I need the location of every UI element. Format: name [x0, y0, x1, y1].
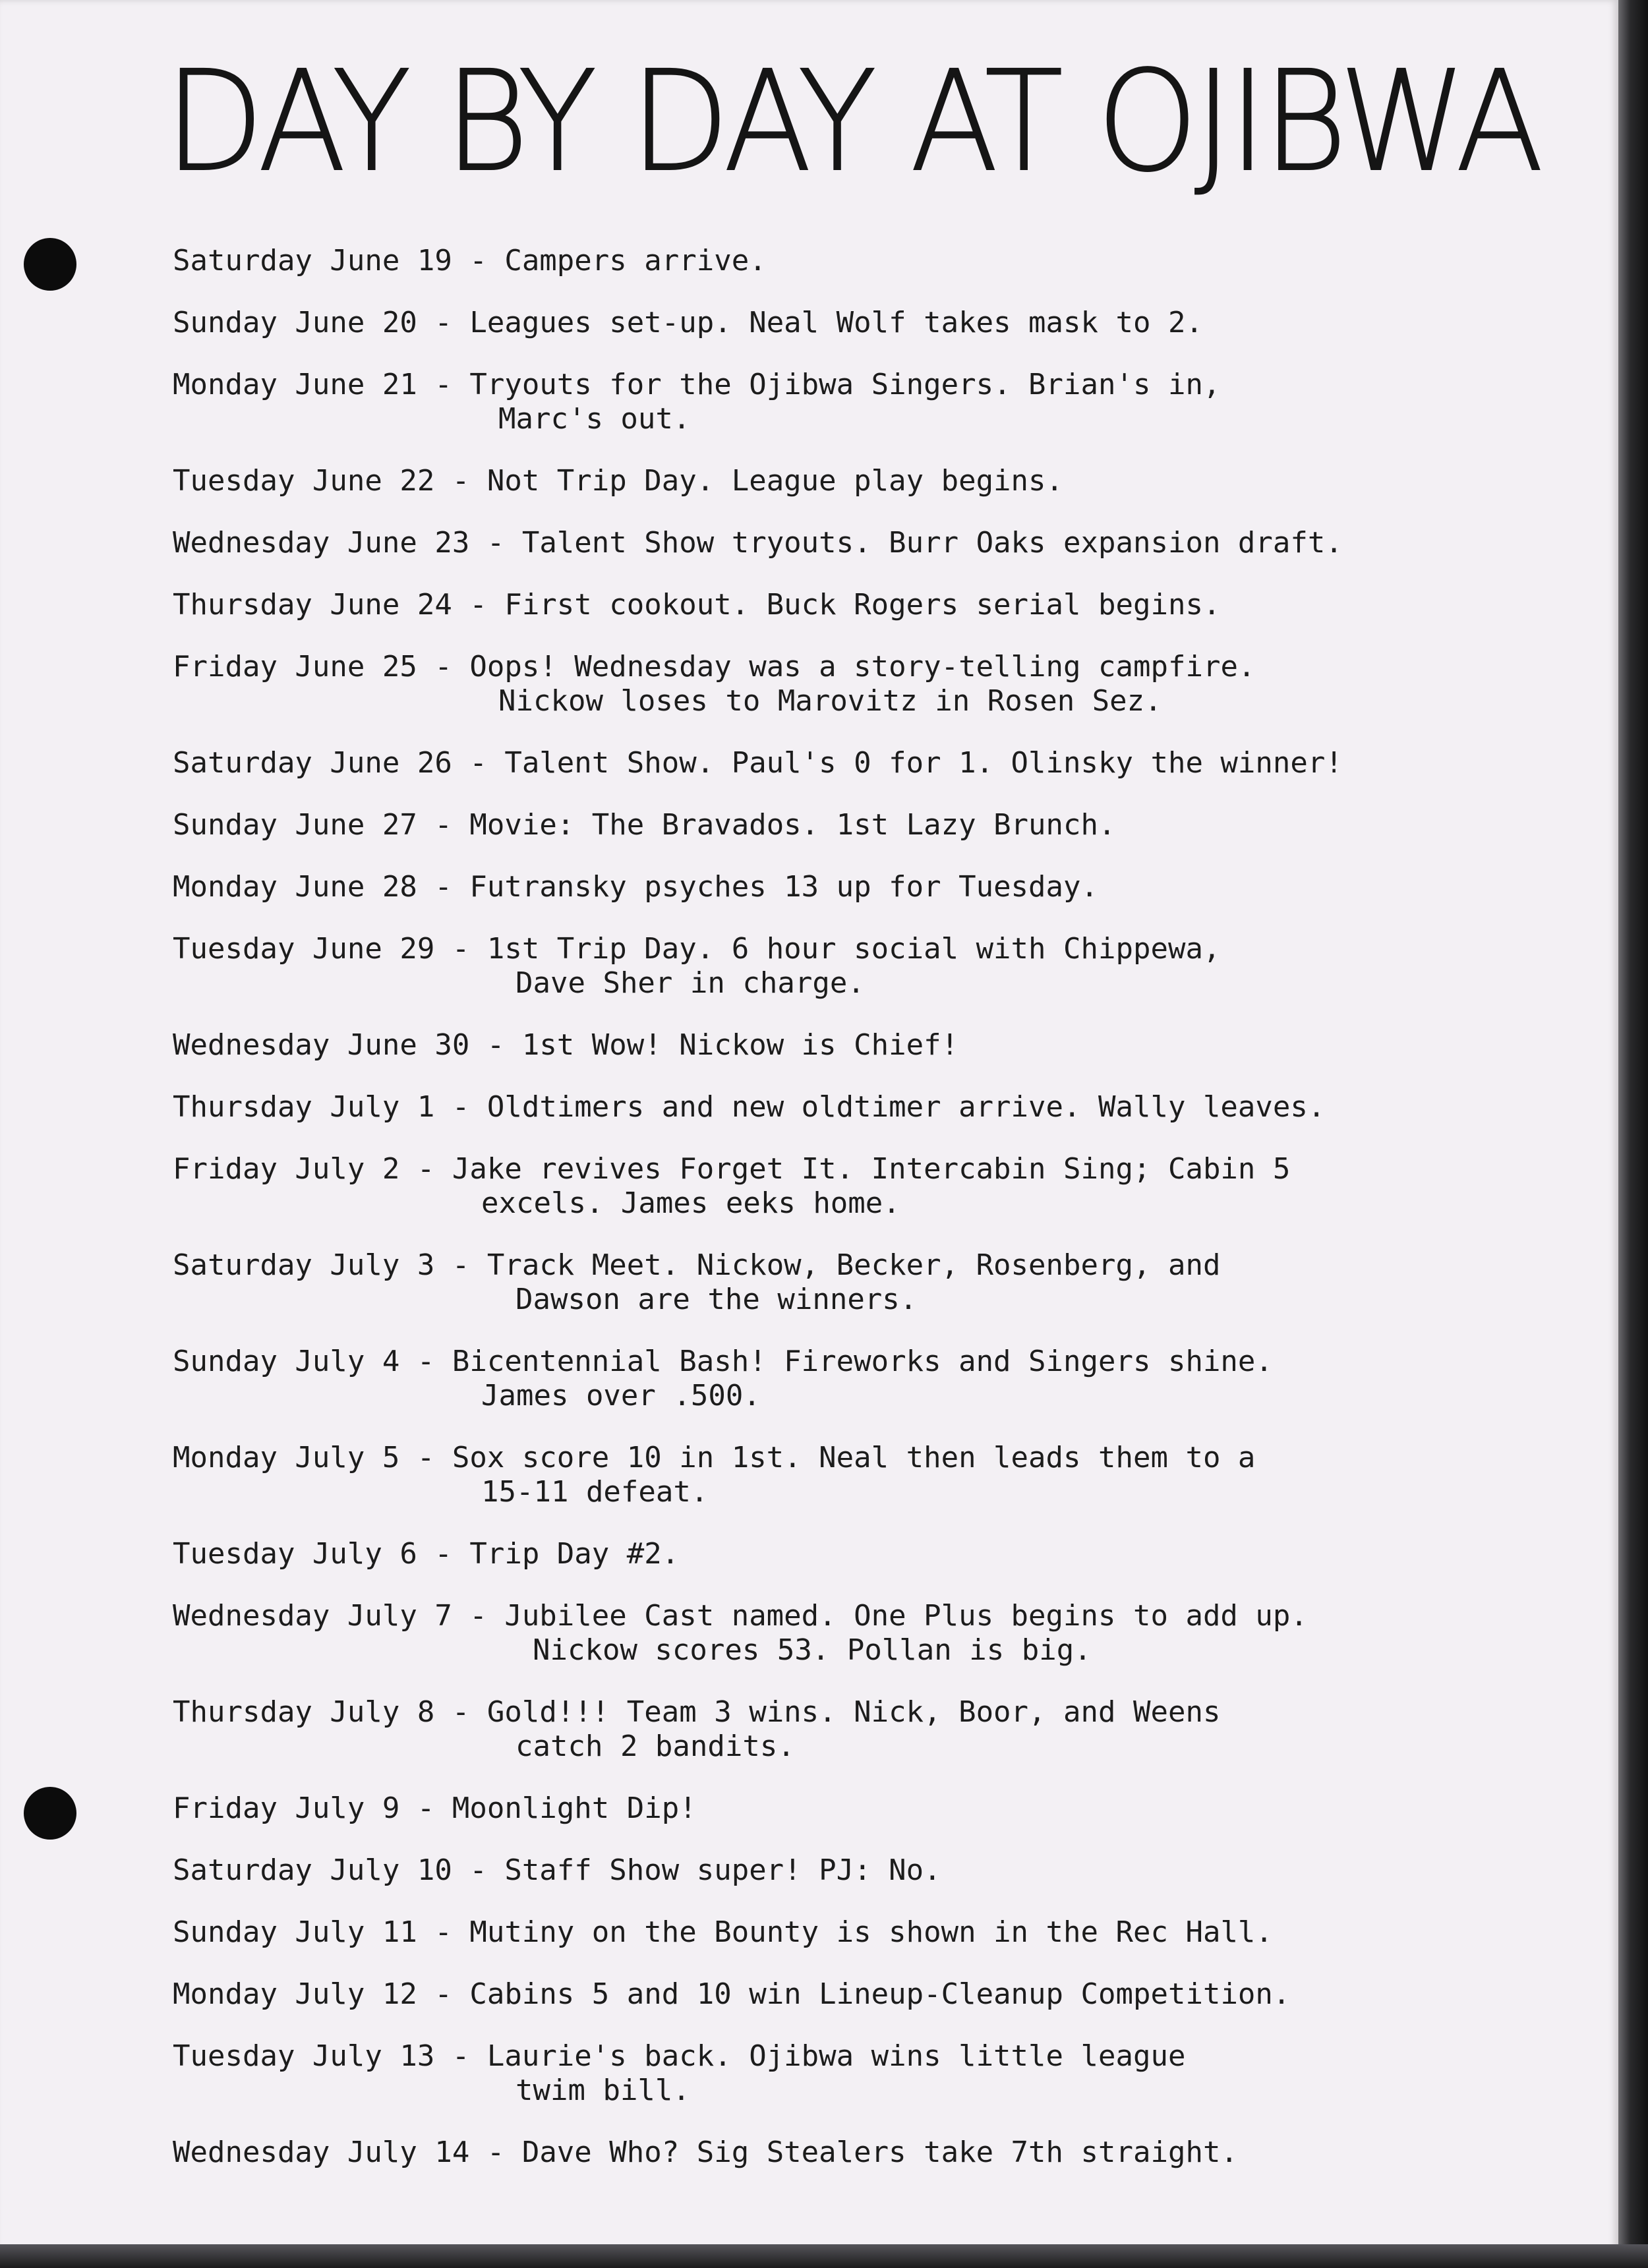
- entry-date: Sunday July 11: [173, 1915, 417, 1949]
- entry-text: First cookout. Buck Rogers serial begins.: [504, 588, 1221, 622]
- diary-entry: Friday July 2 - Jake revives Forget It. Intercabin Sing; Cabin 5 excels. James eeks home.: [173, 1152, 1590, 1221]
- entry-text: Trip Day #2.: [469, 1537, 680, 1571]
- diary-entry: Monday July 5 - Sox score 10 in 1st. Neal then leads them to a 15-11 defeat.: [173, 1441, 1590, 1509]
- diary-entry: Friday June 25 - Oops! Wednesday was a story-telling campfire. Nickow loses to Marovitz in Rosen Sez.: [173, 650, 1590, 718]
- diary-entry: Sunday July 4 - Bicentennial Bash! Fireworks and Singers shine. James over .500.: [173, 1345, 1590, 1413]
- diary-entry: Thursday June 24 - First cookout. Buck Rogers serial begins.: [173, 588, 1221, 622]
- diary-entry: Saturday July 3 - Track Meet. Nickow, Becker, Rosenberg, and Dawson are the winners.: [173, 1248, 1590, 1317]
- entry-text: Track Meet. Nickow, Becker, Rosenberg, and: [486, 1248, 1221, 1282]
- entry-continuation: Dawson are the winners.: [515, 1283, 918, 1316]
- entry-continuation: Nickow loses to Marovitz in Rosen Sez.: [498, 684, 1162, 718]
- diary-entry: Monday July 12 - Cabins 5 and 10 win Lineup-Cleanup Competition.: [173, 1977, 1291, 2011]
- entry-date: Friday July 9: [173, 1791, 400, 1825]
- entry-date: Friday June 25: [173, 650, 417, 683]
- entry-continuation: excels. James eeks home.: [481, 1186, 900, 1220]
- entry-continuation: twim bill.: [515, 2074, 690, 2107]
- entry-date: Saturday July 10: [173, 1853, 452, 1887]
- entry-text: Talent Show. Paul's 0 for 1. Olinsky the winner!: [504, 746, 1343, 780]
- diary-entry: Wednesday June 30 - 1st Wow! Nickow is Chief!: [173, 1028, 959, 1062]
- diary-entry: Friday July 9 - Moonlight Dip!: [173, 1791, 697, 1825]
- diary-entry: Saturday July 10 - Staff Show super! PJ: No.: [173, 1853, 941, 1887]
- diary-entry: Monday June 21 - Tryouts for the Ojibwa Singers. Brian's in, Marc's out.: [173, 368, 1590, 436]
- entry-date: Monday June 21: [173, 368, 417, 401]
- diary-entry: Tuesday July 6 - Trip Day #2.: [173, 1537, 680, 1571]
- entry-continuation: James over .500.: [481, 1379, 761, 1412]
- entry-text: 1st Trip Day. 6 hour social with Chippewa,: [486, 932, 1221, 966]
- entry-text: Tryouts for the Ojibwa Singers. Brian's in,: [469, 368, 1221, 401]
- diary-entry: Thursday July 1 - Oldtimers and new oldtimer arrive. Wally leaves.: [173, 1090, 1326, 1124]
- entry-continuation: catch 2 bandits.: [515, 1730, 795, 1763]
- entry-date: Saturday June 26: [173, 746, 452, 780]
- diary-entry: Saturday June 19 - Campers arrive.: [173, 244, 767, 277]
- entry-text: Laurie's back. Ojibwa wins little league: [486, 2039, 1186, 2073]
- entry-text: Oldtimers and new oldtimer arrive. Wally leaves.: [486, 1090, 1326, 1124]
- entry-text: Bicentennial Bash! Fireworks and Singers shine.: [452, 1345, 1273, 1378]
- entry-continuation: Dave Sher in charge.: [515, 966, 865, 1000]
- entry-continuation: Nickow scores 53. Pollan is big.: [533, 1633, 1092, 1667]
- entry-date: Tuesday June 22: [173, 464, 435, 498]
- entry-date: Wednesday June 23: [173, 526, 470, 560]
- entry-text: Campers arrive.: [504, 244, 767, 277]
- entry-date: Saturday June 19: [173, 244, 452, 277]
- entry-date: Thursday June 24: [173, 588, 452, 622]
- entry-continuation: Marc's out.: [498, 402, 691, 436]
- diary-entry: Tuesday July 13 - Laurie's back. Ojibwa wins little league twim bill.: [173, 2039, 1590, 2108]
- entry-text: Sox score 10 in 1st. Neal then leads them to a: [452, 1441, 1256, 1474]
- entry-date: Sunday July 4: [173, 1345, 400, 1378]
- diary-entry: Sunday July 11 - Mutiny on the Bounty is shown in the Rec Hall.: [173, 1915, 1273, 1949]
- entry-text: Leagues set-up. Neal Wolf takes mask to 2.: [469, 306, 1203, 339]
- entry-date: Thursday July 8: [173, 1695, 435, 1729]
- entry-text: Talent Show tryouts. Burr Oaks expansion draft.: [521, 526, 1343, 560]
- diary-entry: Tuesday June 29 - 1st Trip Day. 6 hour social with Chippewa, Dave Sher in charge.: [173, 932, 1590, 1001]
- entry-date: Wednesday July 7: [173, 1599, 452, 1633]
- entry-text: Jake revives Forget It. Intercabin Sing; Cabin 5: [452, 1152, 1291, 1186]
- binder-hole-bottom: [24, 1787, 76, 1840]
- entry-text: 1st Wow! Nickow is Chief!: [521, 1028, 959, 1062]
- entry-text: Mutiny on the Bounty is shown in the Rec Hall.: [469, 1915, 1273, 1949]
- entry-text: Jubilee Cast named. One Plus begins to add up.: [504, 1599, 1308, 1633]
- entry-text: Moonlight Dip!: [452, 1791, 697, 1825]
- entry-date: Tuesday June 29: [173, 932, 435, 966]
- entry-text: Dave Who? Sig Stealers take 7th straight.: [521, 2136, 1238, 2169]
- entry-date: Sunday June 20: [173, 306, 417, 339]
- diary-entries: [173, 244, 1590, 2197]
- entry-text: Oops! Wednesday was a story-telling campfire.: [469, 650, 1256, 683]
- entry-date: Sunday June 27: [173, 808, 417, 842]
- entry-date: Monday July 12: [173, 1977, 417, 2011]
- entry-date: Wednesday July 14: [173, 2136, 470, 2169]
- entry-date: Saturday July 3: [173, 1248, 435, 1282]
- diary-entry: Monday June 28 - Futransky psyches 13 up for Tuesday.: [173, 870, 1099, 904]
- page-edge-shadow: [1618, 0, 1648, 2268]
- entry-continuation: 15-11 defeat.: [481, 1475, 709, 1509]
- entry-date: Friday July 2: [173, 1152, 400, 1186]
- entry-date: Tuesday July 13: [173, 2039, 435, 2073]
- diary-entry: Wednesday July 7 - Jubilee Cast named. One Plus begins to add up. Nickow scores 53. Pollan is big.: [173, 1599, 1590, 1668]
- entry-date: Wednesday June 30: [173, 1028, 470, 1062]
- entry-text: Cabins 5 and 10 win Lineup-Cleanup Competition.: [469, 1977, 1291, 2011]
- page-title: DAY BY DAY AT OJIBWA: [165, 41, 1541, 202]
- entry-date: Monday June 28: [173, 870, 417, 904]
- entry-text: Movie: The Bravados. 1st Lazy Brunch.: [469, 808, 1116, 842]
- binder-hole-top: [24, 238, 76, 291]
- diary-entry: Saturday June 26 - Talent Show. Paul's 0 for 1. Olinsky the winner!: [173, 746, 1343, 780]
- diary-entry: Sunday June 20 - Leagues set-up. Neal Wolf takes mask to 2.: [173, 306, 1203, 339]
- page-bottom-edge: [0, 2244, 1648, 2268]
- entry-text: Not Trip Day. League play begins.: [486, 464, 1064, 498]
- diary-entry: Wednesday June 23 - Talent Show tryouts. Burr Oaks expansion draft.: [173, 526, 1343, 560]
- entry-text: Gold!!! Team 3 wins. Nick, Boor, and Weens: [486, 1695, 1221, 1729]
- entry-text: Staff Show super! PJ: No.: [504, 1853, 941, 1887]
- entry-date: Tuesday July 6: [173, 1537, 417, 1571]
- entry-date: Monday July 5: [173, 1441, 400, 1474]
- entry-date: Thursday July 1: [173, 1090, 435, 1124]
- diary-entry: Wednesday July 14 - Dave Who? Sig Stealers take 7th straight.: [173, 2136, 1238, 2169]
- entry-text: Futransky psyches 13 up for Tuesday.: [469, 870, 1099, 904]
- diary-entry: Sunday June 27 - Movie: The Bravados. 1st Lazy Brunch.: [173, 808, 1116, 842]
- diary-entry: Tuesday June 22 - Not Trip Day. League play begins.: [173, 464, 1064, 498]
- diary-entry: Thursday July 8 - Gold!!! Team 3 wins. Nick, Boor, and Weens catch 2 bandits.: [173, 1695, 1590, 1764]
